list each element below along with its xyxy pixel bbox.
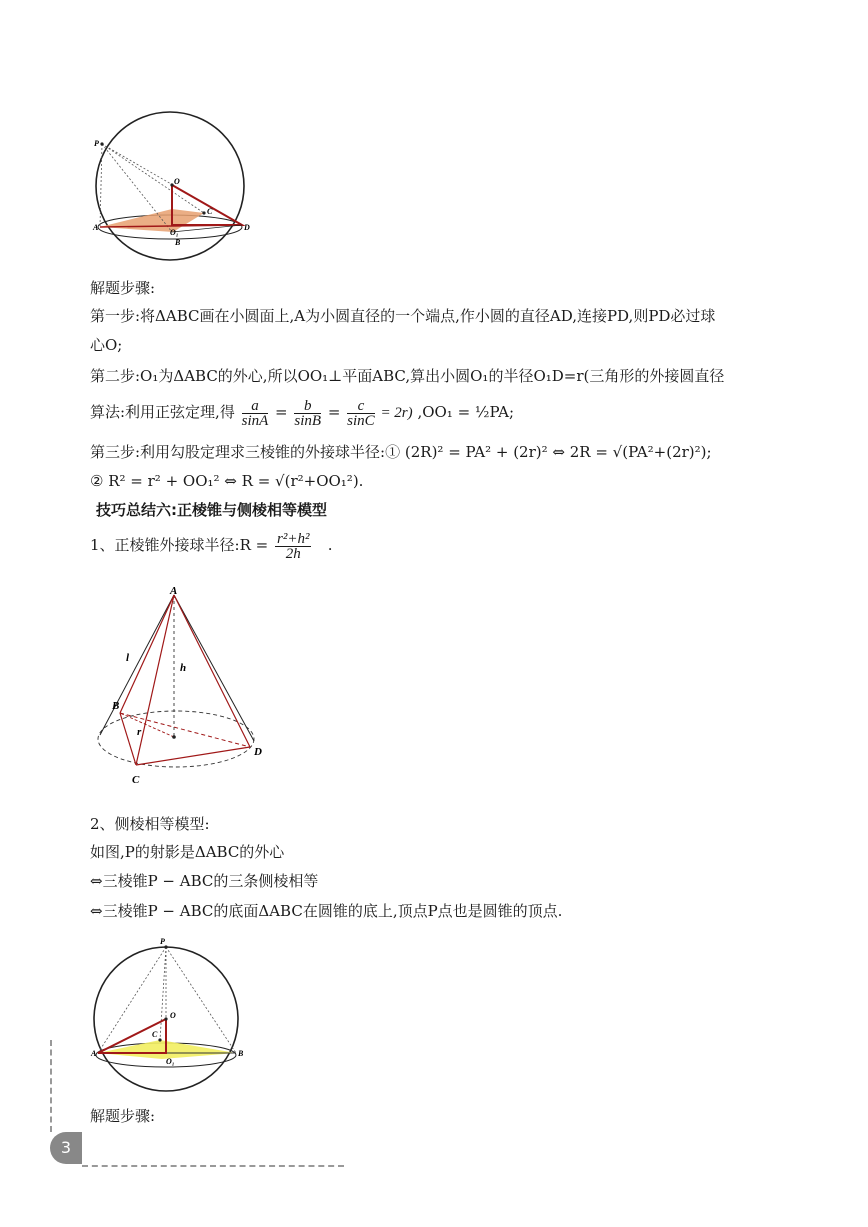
fig1-label-c: C — [207, 207, 213, 216]
steps-heading-2: 解题步骤: — [90, 1107, 156, 1125]
step3-line1: 第三步:利用勾股定理求三棱锥的外接球半径:① (2R)² = PA² + (2r)² ⇔ 2R = √(PA²+(2r)²); — [90, 443, 712, 461]
step1-line1: 第一步:将ΔABC画在小圆面上,A为小圆直径的一个端点,作小圆的直径AD,连接PD,则PD必过球 — [90, 307, 716, 325]
item2-line1: 如图,P的射影是ΔABC的外心 — [90, 843, 285, 861]
sine-fraction-c: $\frac{c}{\sin C}$ — [347, 397, 375, 429]
page-border-horizontal — [82, 1165, 344, 1167]
fig2-label-r: r — [137, 726, 142, 738]
page-number: 3 — [50, 1132, 82, 1164]
fig3-label-b: B — [238, 1049, 244, 1058]
radius-fraction — [275, 532, 311, 561]
step1-line2: 心O; — [90, 336, 123, 354]
fig3-label-a: A — [91, 1049, 97, 1058]
page-border-vertical — [50, 1040, 52, 1132]
step2-line1: 第二步:O₁为ΔABC的外心,所以OO₁⊥平面ABC,算出小圆O₁的半径O₁D=r(三角形的外接圆直径 — [90, 367, 725, 385]
fig3-label-o: O — [170, 1011, 176, 1020]
sine-fraction-b: $\frac{b}{\sin B}$ — [294, 397, 322, 429]
fig2-label-a: A — [170, 585, 178, 597]
fig2-label-b: B — [112, 700, 120, 712]
fig3-label-o1: O₁ — [166, 1057, 175, 1066]
sine-fraction-a: $\frac{a}{\sin A}$ — [241, 397, 269, 429]
figure-sphere-small-circle — [90, 102, 260, 270]
radius-fraction-num: r²+h² — [277, 530, 310, 547]
fig2-label-d: D — [254, 746, 262, 758]
item1-prefix: 1、正棱锥外接球半径:R = — [90, 536, 269, 554]
fig2-label-c: C — [132, 774, 140, 786]
fig1-label-d: D — [244, 223, 250, 232]
fig1-label-o: O — [174, 177, 180, 186]
steps-heading-1: 解题步骤: — [90, 279, 156, 297]
item1-suffix: . — [327, 536, 333, 554]
fig2-label-h: h — [180, 662, 187, 674]
fig1-label-b: B — [175, 238, 181, 247]
step2-line2: 算法:利用正弦定理,得 $\frac{a}{\sin A}$ = $\frac{b}{\sin B}$ = $\frac{c}{\sin C}$ = 2r) ,OO₁ = ½PA; — [90, 397, 515, 429]
figure-sphere-equal-edges — [90, 935, 248, 1097]
fig1-label-a: A — [93, 223, 99, 232]
figure-cone — [92, 585, 272, 790]
radius-fraction-den: 2h — [285, 545, 301, 562]
fig3-label-c: C — [152, 1030, 158, 1039]
item2-title: 2、侧棱相等模型: — [90, 815, 210, 833]
fig3-label-p: P — [160, 937, 165, 946]
fig1-label-o1: O₁ — [170, 228, 179, 237]
tip-heading: 技巧总结六:正棱锥与侧棱相等模型 — [96, 501, 328, 519]
fig1-label-p: P — [94, 139, 99, 148]
step2-line2-prefix: 算法:利用正弦定理,得 — [90, 403, 235, 421]
fig2-label-l: l — [126, 652, 130, 664]
step3-line2: ② R² = r² + OO₁² ⇔ R = √(r²+OO₁²). — [90, 472, 364, 490]
item1-line — [90, 528, 333, 562]
item2-line2: ⇔三棱锥P − ABC的三条侧棱相等 — [90, 872, 319, 890]
item2-line3: ⇔三棱锥P − ABC的底面ΔABC在圆锥的底上,顶点P点也是圆锥的顶点. — [90, 902, 563, 920]
step2-line2-suffix: ,OO₁ = ½PA; — [417, 403, 515, 421]
